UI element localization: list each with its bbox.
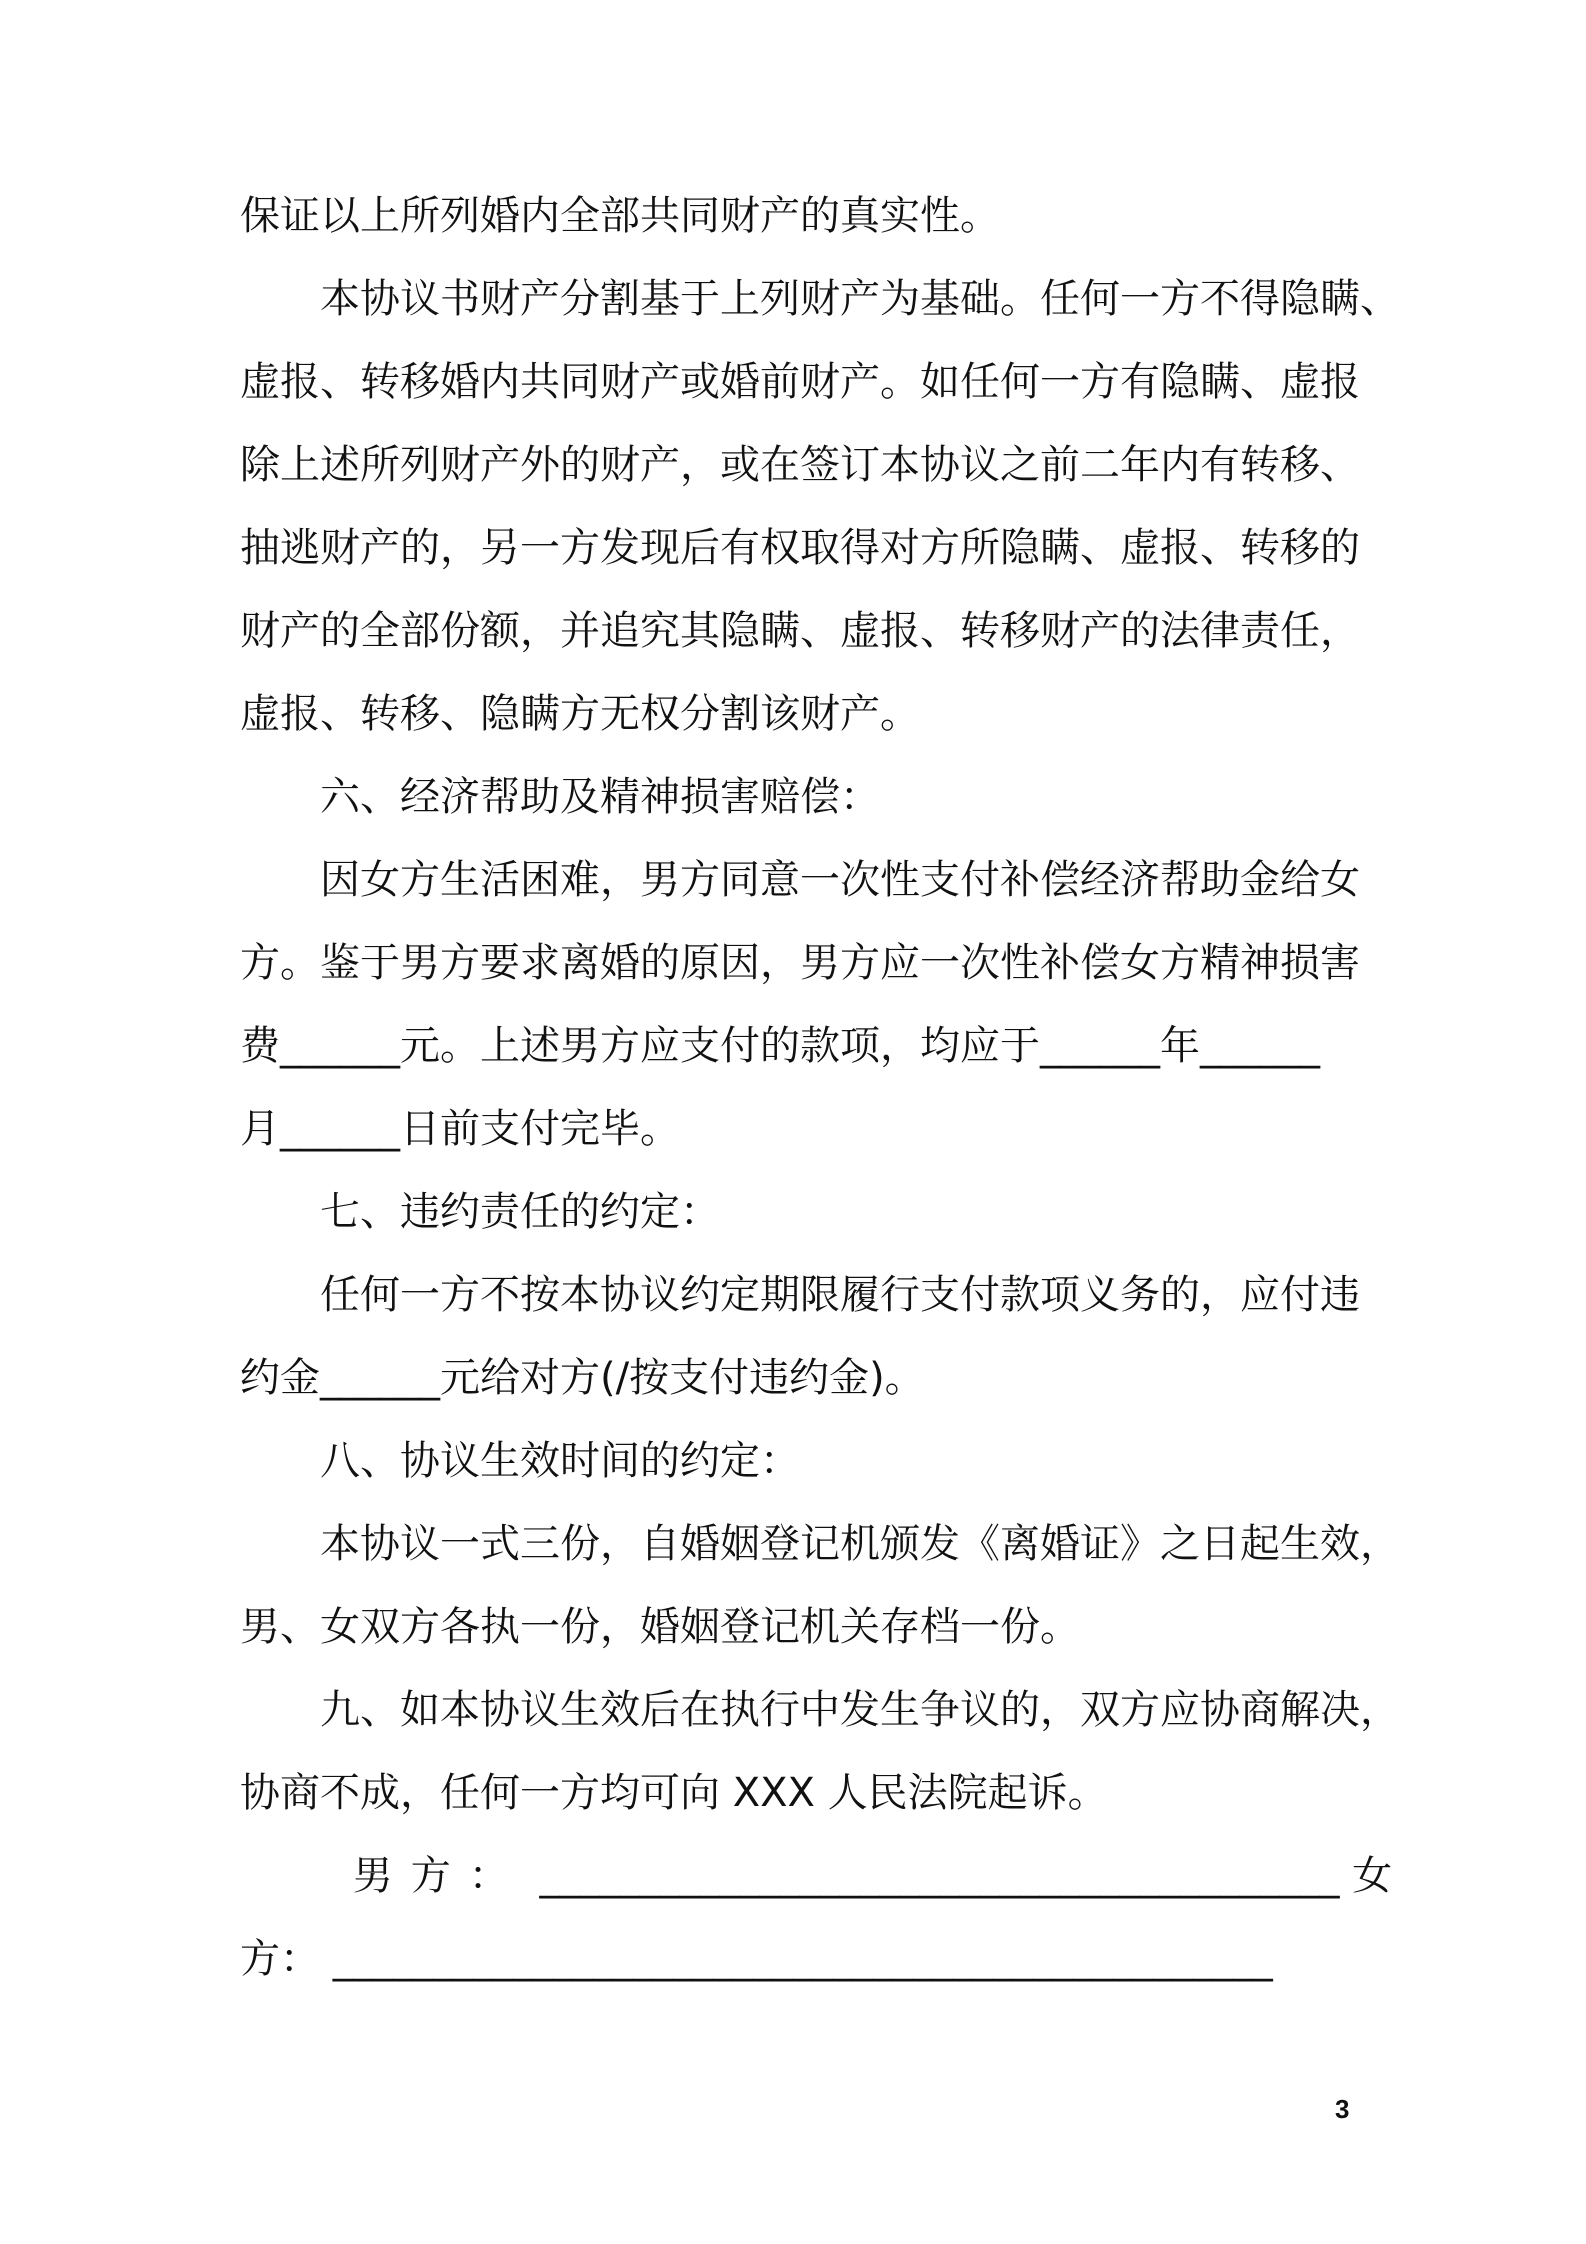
page-number: 3: [1335, 2094, 1350, 2124]
body-line-10: 方。鉴于男方要求离婚的原因，男方应一次性补偿女方精神损害: [240, 940, 1360, 986]
body-line-2: 本协议书财产分割基于上列财产为基础。任何一方不得隐瞒、: [320, 276, 1400, 322]
section-heading-effective-time: 八、协议生效时间的约定：: [320, 1438, 800, 1484]
female-signature-blank[interactable]: _______________________________________________: [332, 1936, 1273, 1982]
body-line-20: 协商不成，任何一方均可向 XXX 人民法院起诉。: [240, 1770, 1108, 1816]
body-line-18: 男、女双方各执一份，婚姻登记机关存档一份。: [240, 1604, 1080, 1650]
body-line-6: 财产的全部份额，并追究其隐瞒、虚报、转移财产的法律责任，: [240, 608, 1360, 654]
signature-line-male: [240, 1853, 1393, 1899]
body-line-15: 约金______元给对方(/按支付违约金)。: [240, 1355, 925, 1401]
document-page: [240, 193, 1400, 1982]
body-line-4: 除上述所列财产外的财产，或在签订本协议之前二年内有转移、: [240, 442, 1360, 488]
section-heading-breach-liability: 七、违约责任的约定：: [320, 1189, 720, 1235]
section-heading-dispute: 九、如本协议生效后在执行中发生争议的，双方应协商解决，: [320, 1687, 1400, 1733]
body-line-17: 本协议一式三份，自婚姻登记机颁发《离婚证》之日起生效，: [320, 1521, 1400, 1567]
section-heading-economic-help: 六、经济帮助及精神损害赔偿：: [320, 774, 880, 820]
female-signature-label-part1: 女: [1352, 1853, 1393, 1899]
body-line-12: 月______日前支付完毕。: [240, 1106, 680, 1152]
body-line-14: 任何一方不按本协议约定期限履行支付款项义务的，应付违: [320, 1272, 1360, 1318]
female-signature-label-part2: 方：: [240, 1936, 320, 1982]
body-line-1: 保证以上所列婚内全部共同财产的真实性。: [240, 193, 1000, 239]
body-line-7: 虚报、转移、隐瞒方无权分割该财产。: [240, 691, 920, 737]
body-line-3: 虚报、转移婚内共同财产或婚前财产。如任何一方有隐瞒、虚报: [240, 359, 1360, 405]
body-line-9: 因女方生活困难，男方同意一次性支付补偿经济帮助金给女: [320, 857, 1360, 903]
body-line-5: 抽逃财产的，另一方发现后有权取得对方所隐瞒、虚报、转移的: [240, 525, 1360, 571]
body-line-11: 费______元。上述男方应支付的款项，均应于______年______: [240, 1023, 1320, 1069]
male-signature-label: 男方：: [352, 1853, 527, 1899]
male-signature-blank[interactable]: ________________________________________: [539, 1853, 1340, 1899]
signature-line-female: [240, 1936, 1365, 1982]
